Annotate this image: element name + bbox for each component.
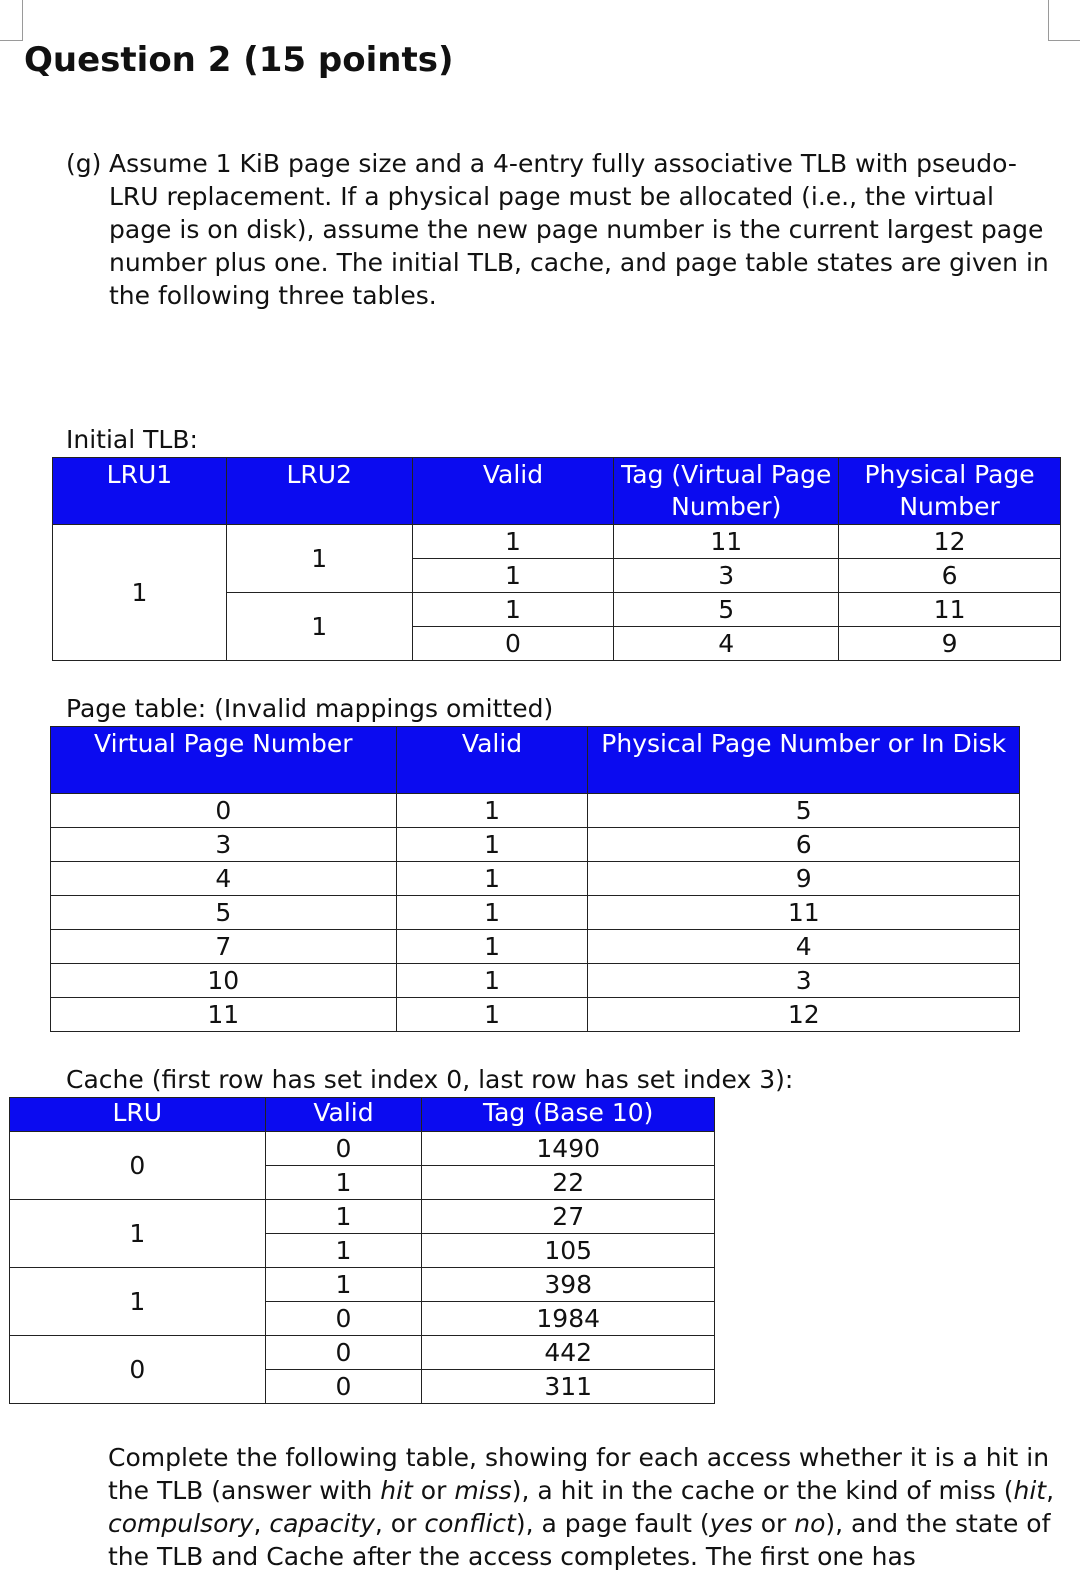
cache-lru-cell: 0 — [10, 1132, 266, 1200]
pt-vpn-cell: 4 — [51, 862, 397, 896]
tlb-ppn-cell: 6 — [839, 559, 1061, 593]
cache-tag-cell: 1984 — [422, 1302, 715, 1336]
table-row — [10, 1200, 715, 1234]
instructions-text: , — [1046, 1476, 1055, 1505]
table-row — [10, 1336, 715, 1370]
pt-valid-cell: 1 — [396, 862, 588, 896]
table-row — [51, 998, 1020, 1032]
tlb-header-lru2: LRU2 — [226, 458, 412, 525]
cache-valid-cell: 1 — [265, 1234, 422, 1268]
table-row — [51, 828, 1020, 862]
table-row — [53, 525, 1061, 559]
tlb-valid-cell: 1 — [412, 559, 614, 593]
tlb-lru1-cell: 1 — [53, 525, 227, 661]
instructions-term: capacity — [269, 1509, 375, 1538]
crop-mark-top-left — [0, 0, 23, 41]
pt-vpn-cell: 10 — [51, 964, 397, 998]
cache-header-valid: Valid — [265, 1098, 422, 1132]
tlb-table — [52, 457, 1061, 661]
part-g-paragraph — [66, 147, 1056, 312]
cache-lru-cell: 1 — [10, 1200, 266, 1268]
instructions-text: Complete the following table, showing for each access whether it is a hit in the TLB (answer with — [108, 1443, 1050, 1505]
instructions-text: , or — [374, 1509, 425, 1538]
table-row — [10, 1132, 715, 1166]
table-row — [51, 862, 1020, 896]
instructions-text: ), a page fault ( — [515, 1509, 710, 1538]
instructions-text: ), and the state of the TLB and Cache after the access completes. The first one has — [108, 1509, 1051, 1571]
question-title: Question 2 (15 points) — [24, 40, 454, 80]
instructions-term: hit — [380, 1476, 413, 1505]
cache-valid-cell: 1 — [265, 1166, 422, 1200]
cache-table — [9, 1097, 715, 1404]
instructions-text: or — [752, 1509, 795, 1538]
tlb-valid-cell: 1 — [412, 593, 614, 627]
cache-caption: Cache (first row has set index 0, last row has set index 3): — [66, 1065, 794, 1094]
pt-valid-cell: 1 — [396, 794, 588, 828]
instructions-text: or — [412, 1476, 455, 1505]
tlb-header-ppn: Physical Page Number — [839, 458, 1061, 525]
pt-vpn-cell: 0 — [51, 794, 397, 828]
tlb-header-valid: Valid — [412, 458, 614, 525]
table-row — [10, 1268, 715, 1302]
tlb-tag-cell: 4 — [614, 627, 839, 661]
page-table-caption: Page table: (Invalid mappings omitted) — [66, 694, 554, 723]
cache-tag-cell: 398 — [422, 1268, 715, 1302]
tlb-valid-cell: 0 — [412, 627, 614, 661]
pt-vpn-cell: 7 — [51, 930, 397, 964]
pt-valid-cell: 1 — [396, 896, 588, 930]
cache-header-lru: LRU — [10, 1098, 266, 1132]
page-table-header-vpn: Virtual Page Number — [51, 727, 397, 794]
tlb-header-tag: Tag (Virtual Page Number) — [614, 458, 839, 525]
instructions-text: ), a hit in the cache or the kind of miss ( — [511, 1476, 1014, 1505]
instructions-term: conflict — [424, 1509, 516, 1538]
table-row — [51, 794, 1020, 828]
part-g-text: Assume 1 KiB page size and a 4-entry fully associative TLB with pseudo-LRU replacement. If a physical page must be allocated (i.e., the virtual page is on disk), assume the new page number is the current largest page number plus one. The initial TLB, cache, and page table states are given in the following three tables. — [109, 149, 1049, 310]
tlb-tag-cell: 3 — [614, 559, 839, 593]
tlb-valid-cell: 1 — [412, 525, 614, 559]
cache-tag-cell: 27 — [422, 1200, 715, 1234]
page-table-header-row — [51, 727, 1020, 794]
cache-valid-cell: 1 — [265, 1268, 422, 1302]
tlb-ppn-cell: 9 — [839, 627, 1061, 661]
cache-lru-cell: 1 — [10, 1268, 266, 1336]
pt-valid-cell: 1 — [396, 828, 588, 862]
pt-ppn-cell: 6 — [588, 828, 1020, 862]
tlb-lru2-cell: 1 — [226, 593, 412, 661]
table-row — [51, 896, 1020, 930]
tlb-header-lru1: LRU1 — [53, 458, 227, 525]
cache-tag-cell: 1490 — [422, 1132, 715, 1166]
cache-tag-cell: 105 — [422, 1234, 715, 1268]
pt-ppn-cell: 9 — [588, 862, 1020, 896]
tlb-ppn-cell: 12 — [839, 525, 1061, 559]
pt-ppn-cell: 12 — [588, 998, 1020, 1032]
cache-valid-cell: 1 — [265, 1200, 422, 1234]
part-g-label: (g) — [66, 149, 102, 178]
page-table-header-valid: Valid — [396, 727, 588, 794]
instructions-term: yes — [709, 1509, 753, 1538]
pt-vpn-cell: 11 — [51, 998, 397, 1032]
cache-tag-cell: 311 — [422, 1370, 715, 1404]
instructions-term: no — [794, 1509, 826, 1538]
pt-ppn-cell: 4 — [588, 930, 1020, 964]
cache-header-row — [10, 1098, 715, 1132]
tlb-lru2-cell: 1 — [226, 525, 412, 593]
pt-ppn-cell: 11 — [588, 896, 1020, 930]
cache-valid-cell: 0 — [265, 1302, 422, 1336]
instructions-term: compulsory — [108, 1509, 254, 1538]
pt-ppn-cell: 3 — [588, 964, 1020, 998]
instructions-term: hit — [1013, 1476, 1047, 1505]
pt-valid-cell: 1 — [396, 930, 588, 964]
tlb-tag-cell: 11 — [614, 525, 839, 559]
crop-mark-top-right — [1048, 0, 1080, 41]
cache-tag-cell: 442 — [422, 1336, 715, 1370]
cache-tag-cell: 22 — [422, 1166, 715, 1200]
pt-vpn-cell: 5 — [51, 896, 397, 930]
instructions-text: , — [253, 1509, 270, 1538]
cache-header-tag: Tag (Base 10) — [422, 1098, 715, 1132]
pt-valid-cell: 1 — [396, 998, 588, 1032]
cache-valid-cell: 0 — [265, 1336, 422, 1370]
table-row — [51, 964, 1020, 998]
table-row — [51, 930, 1020, 964]
tlb-tag-cell: 5 — [614, 593, 839, 627]
page-table — [50, 726, 1020, 1032]
tlb-caption: Initial TLB: — [66, 425, 198, 454]
pt-ppn-cell: 5 — [588, 794, 1020, 828]
instructions-paragraph — [108, 1441, 1058, 1573]
instructions-term: miss — [454, 1476, 512, 1505]
cache-valid-cell: 0 — [265, 1132, 422, 1166]
page-table-header-ppn: Physical Page Number or In Disk — [588, 727, 1020, 794]
tlb-header-row — [53, 458, 1061, 525]
tlb-ppn-cell: 11 — [839, 593, 1061, 627]
pt-vpn-cell: 3 — [51, 828, 397, 862]
cache-valid-cell: 0 — [265, 1370, 422, 1404]
cache-lru-cell: 0 — [10, 1336, 266, 1404]
pt-valid-cell: 1 — [396, 964, 588, 998]
